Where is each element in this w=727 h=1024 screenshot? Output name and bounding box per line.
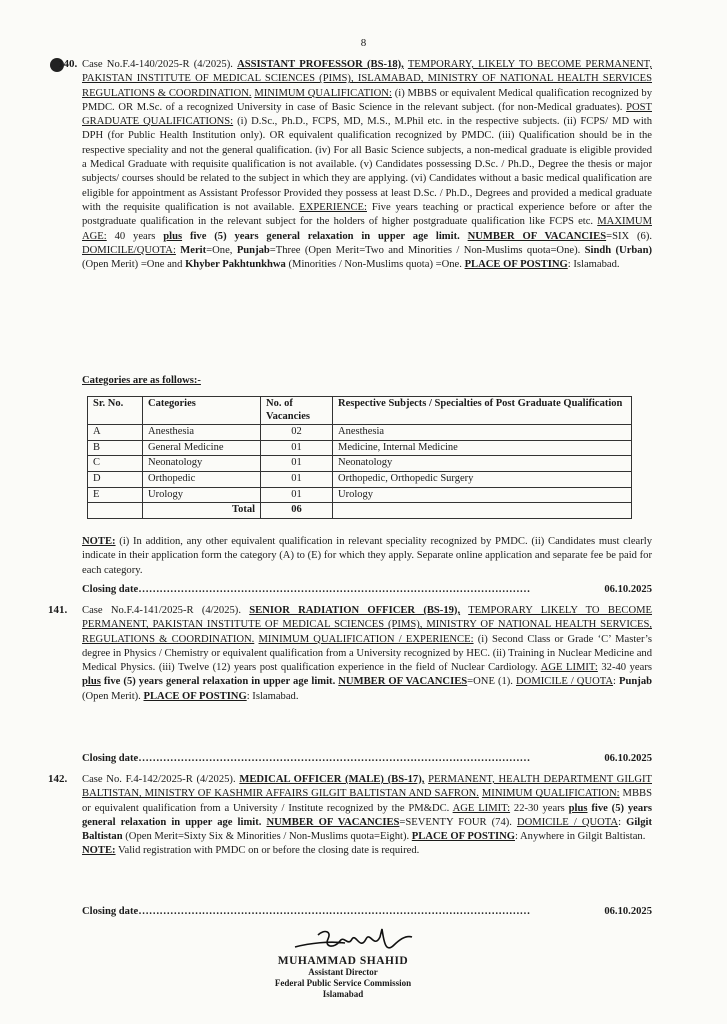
ad-142-dept: PERMANENT, HEALTH DEPARTMENT GILGIT BALTISTAN, MINISTRY OF KASHMIR AFFAIRS GILGIT BALTISTAN AND SAFRON. (82, 774, 652, 800)
ad-141-vac: =ONE (1). (467, 676, 513, 688)
cell-empty (333, 503, 632, 519)
cell-category: General Medicine (143, 440, 261, 456)
cell-category: Anesthesia (143, 425, 261, 441)
closing-label: Closing date (82, 906, 139, 917)
ad-141-post: SENIOR RADIATION OFFICER (BS-19), (249, 605, 461, 616)
ad-142-posting: : Anywhere in Gilgit Baltistan. (515, 831, 646, 843)
ad-142-body (82, 773, 652, 859)
ad-140-dept: TEMPORARY, LIKELY TO BECOME PERMANENT, PAKISTAN INSTITUTE OF MEDICAL SCIENCES (PIMS), ISLAMABAD, MINISTRY OF NATIONAL HEALTH SERVICES REGULATIONS & COORDINATION. (82, 59, 652, 99)
ad-140-case: Case No.F.4-140/2025-R (4/2025). (82, 59, 233, 70)
ad-140-post: ASSISTANT PROFESSOR (BS-18), (237, 59, 404, 70)
ad-140-dom-merit: Merit (180, 244, 207, 256)
ad-140-vac: =SIX (6). (606, 230, 653, 242)
ad-142-age: 22-30 years (513, 802, 565, 814)
ad-141-dom-label: DOMICILE / QUOTA (516, 676, 614, 688)
cell-subject: Neonatology (333, 456, 632, 472)
ad-142-vac: =SEVENTY FOUR (74). (399, 816, 512, 828)
cell-category: Urology (143, 487, 261, 503)
ad-141-number: 141. (48, 604, 68, 616)
cell-category: Neonatology (143, 456, 261, 472)
cell-sr: C (88, 456, 143, 472)
cell-empty (88, 503, 143, 519)
ad-142-dom-gb: Gilgit Baltistan (82, 816, 652, 843)
closing-label: Closing date (82, 584, 139, 595)
ad-141-dept: TEMPORARY LIKELY TO BECOME PERMANENT, PAKISTAN INSTITUTE OF MEDICAL SCIENCES (PIMS), MINISTRY OF NATIONAL HEALTH SERVICES, REGULATIONS & COORDINATION. (82, 605, 652, 645)
table-row (88, 425, 632, 441)
ad-142-dom-label: DOMICILE / QUOTA (516, 816, 619, 828)
ad-142-note-label: NOTE: (82, 845, 116, 857)
ad-141-dom-colon: : (613, 676, 616, 688)
ad-140-exp-label: EXPERIENCE: (299, 201, 367, 213)
ad-140-min-qual: (i) MBBS or equivalent Medical qualification recognized by PMDC. OR M.Sc. of a recognized University in case of Basic Science in the relevant subject. (for non-Medical graduates). (82, 87, 653, 113)
ad-142-age-plus: plus (568, 802, 588, 814)
ad-141-posting: : Islamabad. (246, 690, 299, 702)
closing-date: 06.10.2025 (604, 906, 652, 917)
ad-141-min-qual-label: MINIMUM QUALIFICATION / EXPERIENCE: (258, 633, 474, 645)
table-row (88, 440, 632, 456)
cell-vacancies: 01 (261, 440, 333, 456)
ad-140-body (82, 58, 652, 272)
ad-142-posting-label: PLACE OF POSTING (411, 831, 515, 843)
cell-sr: A (88, 425, 143, 441)
ad-141-dom-rest: (Open Merit). (82, 690, 141, 702)
cell-vacancies: 01 (261, 456, 333, 472)
ad-142-min-qual-label: MINIMUM QUALIFICATION: (481, 788, 620, 800)
ad-140-dom-punjab: Punjab (236, 244, 270, 256)
header-vacancies: No. of Vacancies (261, 397, 333, 425)
ad-142-dom-colon: : (618, 816, 622, 828)
ad-141-age: 32-40 years (601, 662, 652, 674)
table-row (88, 456, 632, 472)
ad-141-posting-label: PLACE OF POSTING (143, 690, 247, 702)
signatory-name: MUHAMMAD SHAHID (277, 955, 409, 967)
ad-141-age-label: AGE LIMIT: (540, 662, 598, 674)
ad-141-vac-label: NUMBER OF VACANCIES (338, 676, 468, 688)
cell-subject: Orthopedic, Orthopedic Surgery (333, 471, 632, 487)
ad-142-note-text: Valid registration with PMDC on or before the closing date is required. (118, 845, 420, 857)
ad-140-vac-label: NUMBER OF VACANCIES (467, 230, 607, 242)
ad-142-case: Case No. F.4-142/2025-R (4/2025). (82, 774, 236, 785)
signatory-city: Islamabad (322, 989, 364, 999)
ad-140-age-plus: plus (163, 230, 183, 242)
closing-label: Closing date (82, 753, 139, 764)
table-header-row (88, 397, 632, 425)
ad-142-min-qual: MBBS or equivalent qualification from a University / Institute recognized by the PM&DC. (82, 788, 652, 814)
ad-140-number: 140. (58, 58, 78, 70)
ad-140-dom-label: DOMICILE/QUOTA: (82, 244, 176, 256)
cell-sr: B (88, 440, 143, 456)
ad-141-dom-punjab: Punjab (619, 676, 653, 688)
ad-140-closing: Closing date………………………………………………………………………………………………… 06.10.2025 (82, 583, 652, 597)
header-subjects: Respective Subjects / Specialties of Post Graduate Qualification (333, 397, 632, 425)
ad-141-body (82, 604, 652, 704)
ad-140-age-relax: five (5) years general relaxation in upper age limit. (189, 230, 460, 242)
ad-140-dom-sindh: Sindh (Urban) (584, 244, 653, 256)
cell-sr: E (88, 487, 143, 503)
categories-table (87, 396, 632, 519)
signatory-title: Assistant Director (308, 967, 378, 977)
ad-140-exp: Five years teaching or practical experience before or after the postgraduate qualification in the relevant subject for the holders of higher postgraduate qualification like FCPS etc. (82, 201, 652, 228)
ad-142-age-relax: five (5) years general relaxation in upper age limit. (82, 802, 652, 828)
closing-date: 06.10.2025 (604, 584, 652, 595)
cell-vacancies: 01 (261, 487, 333, 503)
signature-text (248, 955, 438, 1000)
ad-140-dom-3: (Open Merit) =One and (82, 259, 183, 271)
cell-total-label: Total (143, 503, 261, 519)
ad-140-age-label: MAXIMUM AGE: (82, 216, 652, 242)
ad-140-age: 40 years (114, 230, 156, 242)
table-total-row (88, 503, 632, 519)
ad-140-pg-qual-label: POST GRADUATE QUALIFICATIONS: (82, 101, 652, 128)
ad-141-age-relax: five (5) years general relaxation in upper age limit. (103, 676, 336, 688)
header-categories: Categories (143, 397, 261, 425)
table-row (88, 487, 632, 503)
ad-140-posting-label: PLACE OF POSTING (464, 259, 568, 271)
ad-142-age-label: AGE LIMIT: (452, 802, 511, 814)
ad-141-age-plus: plus (82, 676, 101, 688)
cell-vacancies: 01 (261, 471, 333, 487)
ad-140-dom-kp: Khyber Pakhtunkhwa (185, 259, 286, 271)
ad-140-pg-qual: (i) D.Sc., Ph.D., FCPS, MD, M.S., M.Phil etc. in the respective subjects. (ii) FCPS/ MD with DPH (for Public Health Institution only). OR equivalent qualification recognized by PMDC. (iii) Qualification should be in the respective speciality and not the general qualification. (iv) For all Basic Science subjects, a non-medical graduate is eligible provided a Medical Graduate with requisite qualification is not available. (v) Candidates possessing D.Sc. / Ph.D., Degree the thesis or major subjects/ courses should be related to the subject in which they are applying. (vi) Candidates without a basic medical qualification are eligible for appointment as Assistant Professor Provided they possess at least D.Sc. / Ph.D., Degrees and provided a medical graduate with the requisite qualification is not available. (82, 116, 652, 213)
closing-date: 06.10.2025 (604, 753, 652, 764)
ad-140-note (82, 535, 652, 578)
cell-total-value: 06 (261, 503, 333, 519)
cell-vacancies: 02 (261, 425, 333, 441)
ad-140-dom-4: (Minorities / Non-Muslims quota) =One. (288, 259, 462, 271)
ad-141-case: Case No.F.4-141/2025-R (4/2025). (82, 605, 241, 616)
ad-140-note-text: (i) In addition, any other equivalent qualification in relevant speciality recognized by PMDC. (ii) Candidates must clearly indicate in their application form the category (A) to (E) for which they apply. Separate online application and separate fee be paid for each category. (82, 536, 652, 576)
ad-142-dom-rest: (Open Merit=Sixty Six & Minorities / Non-Muslims quota=Eight). (125, 831, 410, 843)
table-row (88, 471, 632, 487)
ad-142-vac-label: NUMBER OF VACANCIES (266, 816, 400, 828)
ad-140-dom-1: =One, (206, 244, 233, 256)
ad-140-min-qual-label: MINIMUM QUALIFICATION: (254, 87, 392, 99)
categories-title: Categories are as follows:- (82, 375, 201, 386)
ad-140-note-label: NOTE: (82, 536, 116, 547)
ad-142-number: 142. (48, 773, 68, 785)
cell-subject: Anesthesia (333, 425, 632, 441)
page-number: 8 (360, 37, 367, 49)
header-sr-no: Sr. No. (88, 397, 143, 425)
ad-141-min-qual: (i) Second Class or Grade ‘C’ Master’s degree in Physics / Chemistry or equivalent qualification from a University recognized by HEC. (ii) Training in Nuclear Medicine and Medical Physics. (iii) Twelve (12) years post qualification experience in the field of Nuclear Cardiology. (82, 633, 652, 674)
cell-subject: Medicine, Internal Medicine (333, 440, 632, 456)
ad-141-closing: Closing date………………………………………………………………………………………………… 06.10.2025 (82, 752, 652, 766)
signatory-org: Federal Public Service Commission (274, 978, 412, 988)
cell-subject: Urology (333, 487, 632, 503)
ad-142-post: MEDICAL OFFICER (MALE) (BS-17), (239, 774, 425, 785)
cell-category: Orthopedic (143, 471, 261, 487)
cell-sr: D (88, 471, 143, 487)
ad-142-closing: Closing date………………………………………………………………………………………………… 06.10.2025 (82, 905, 652, 919)
ad-140-dom-2: =Three (Open Merit=Two and Minorities / Non-Muslims quota=One). (269, 244, 581, 256)
ad-140-posting: : Islamabad. (567, 259, 620, 271)
